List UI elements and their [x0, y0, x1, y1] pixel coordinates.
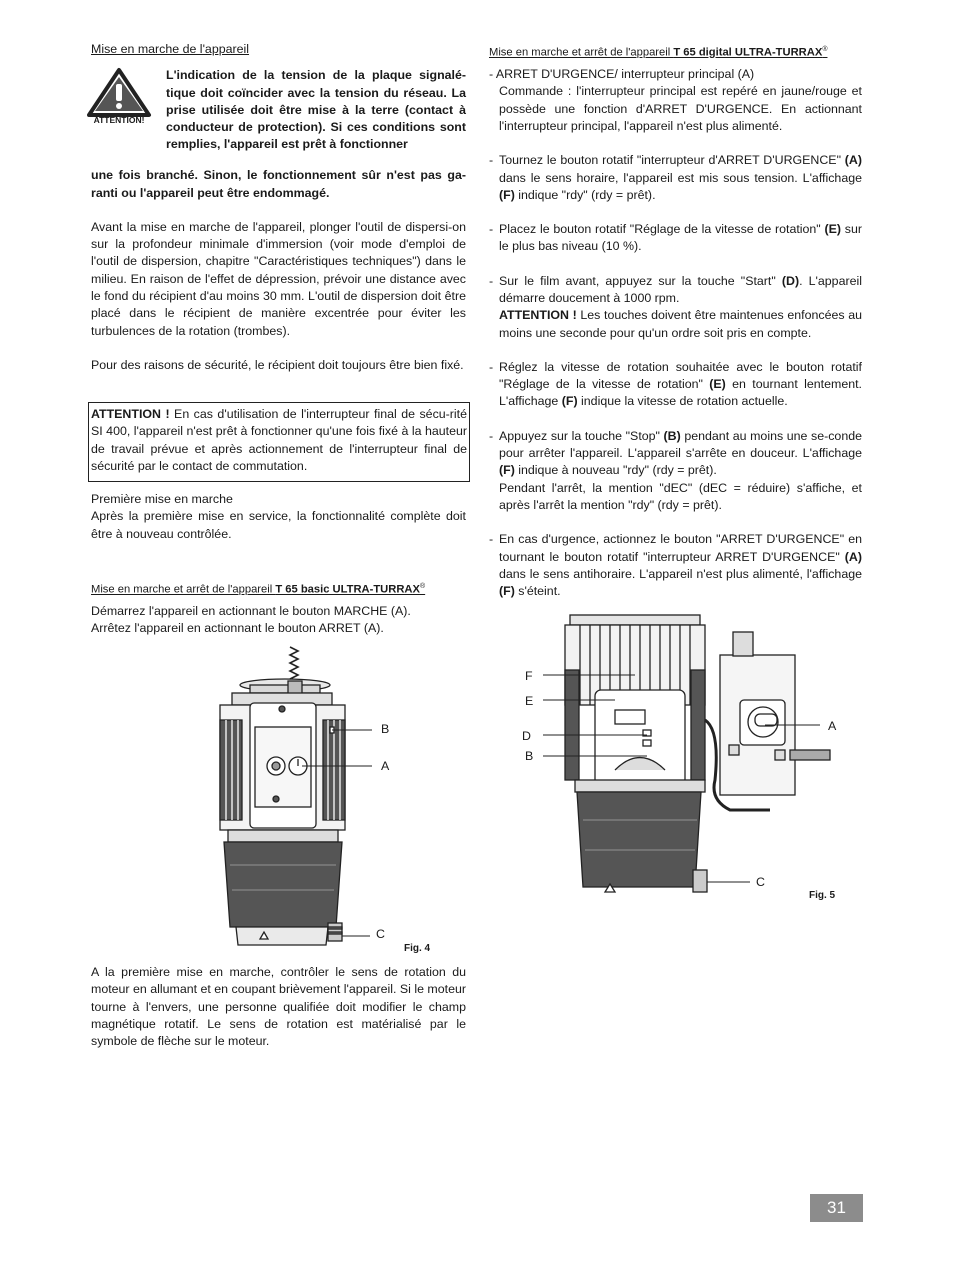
step-set-speed: - Réglez la vitesse de rotation souhaitée avec le bouton rotatif "Réglage de la vitesse de rotation" (E) en tournant lentement. L'affichage (F) indique la vitesse de rotation actuelle. [489, 359, 862, 409]
step-start: - Sur le film avant, appuyez sur la touche "Start" (D). L'appareil démarre doucement à 1000 rpm. ATTENTION ! Les touches doivent être maintenues enfoncées au moins une seconde pour qu'un ordre soit pris en compte. [489, 273, 862, 340]
emergency-head: - ARRET D'URGENCE/ interrupteur principal (A) [489, 67, 755, 82]
emergency-text: Commande : l'interrupteur principal est repéré en jaune/rouge et possède une fonction d'ARRET D'URGENCE. En actionnant l'interrupteur principal, l'appareil n'est plus alimenté. [499, 84, 862, 133]
attention-box [88, 402, 470, 482]
fig5-label-c: C [756, 875, 765, 889]
digital-section-title: Mise en marche et arrêt de l'appareil T 65 digital ULTRA-TURRAX® [489, 46, 828, 59]
fig5-caption: Fig. 5 [809, 890, 836, 901]
section-title-startup: Mise en marche de l'appareil [91, 42, 250, 56]
figure-4 [210, 645, 450, 955]
paragraph-rotation-check: A la première mise en marche, contrôler le sens de rotation du moteur en allumant et en coupant brièvement l'appareil. Si le moteur tourne à l'envers, une personne qualifiée doit modifier le champ magnétique rotatif. Le sens de rotation est matérialisé par le symbole de flèche sur le moteur. [91, 965, 466, 1049]
warning-block [91, 67, 466, 169]
first-startup-title: Première mise en marche [91, 492, 233, 506]
step-emergency: - En cas d'urgence, actionnez le bouton "ARRET D'URGENCE" en tournant le bouton rotatif "interrupteur ARRET D'URGENCE" (A) dans le sens antihoraire. L'appareil n'est plus alimenté, l'affichage (F) s'éteint. [489, 532, 862, 599]
fig4-label-c: C [376, 927, 385, 941]
warning-icon [85, 67, 153, 127]
fig5-label-b: B [525, 749, 534, 763]
warning-icon-label: ATTENTION! [93, 115, 145, 126]
fig5-label-d: D [522, 729, 531, 743]
left-column [91, 41, 466, 374]
fig4-label-b: B [381, 722, 390, 736]
step-power-on: - Tournez le bouton rotatif "interrupteur d'ARRET D'URGENCE" (A) dans le sens horaire, l'appareil est mis sous tension. L'affichage (F) indique "rdy" (rdy = prêt). [489, 153, 862, 202]
fig4-device-drawing [210, 645, 450, 955]
attention-box-text: En cas d'utilisation de l'interrupteur final de sécu-rité SI 400, l'appareil n'est prêt à fonctionner qu'une fois fixé à la hauteur de travail prévue et après actionnement de l'interrupteur final de sécurité par le contact de commutation. [91, 407, 467, 473]
fig5-label-a: A [828, 719, 837, 733]
fig5-label-e: E [525, 694, 534, 708]
page-number: 31 [810, 1194, 863, 1222]
attention-box-label: ATTENTION ! [91, 407, 170, 421]
basic-stop-line: Arrêtez l'appareil en actionnant le bouton ARRET (A). [91, 621, 384, 636]
paragraph-immersion: Avant la mise en marche de l'appareil, plonger l'outil de dispersi-on sur la profondeur minimale d'immersion (voir mode d'emploi de l'outil de dispersion, chapitre "Caractéristiques techniques") dans le milieu. En raison de l'effet de dépression, prévoir une distance avec le fond du récipient d'au moins 30 mm. L'outil de dispersion doit être placé dans le récipient de manière excentrée pour éviter les turbulences de la rotation (trombes). [91, 219, 466, 338]
first-startup-text: Après la première mise en service, la fonctionnalité complète doit être à nouveau contrôlée. [91, 509, 466, 541]
fig4-label-a: A [381, 759, 390, 773]
basic-section-title: Mise en marche et arrêt de l'appareil T 65 basic ULTRA-TURRAX® [91, 583, 426, 596]
right-column [489, 41, 862, 600]
first-startup-section [91, 491, 466, 543]
paragraph-safety: Pour des raisons de sécurité, le récipient doit toujours être bien fixé. [91, 357, 464, 372]
warning-text: L'indication de la tension de la plaque signalé-tique doit coïncider avec la tension du réseau. La prise utilisée doit être mise à la terre (contact à conducteur de protection). Si ces conditions sont remplies, l'appareil est prêt à fonctionner [166, 68, 466, 152]
fig5-device-drawing [535, 610, 845, 905]
step-speed-min: - Placez le bouton rotatif "Réglage de la vitesse de rotation" (E) sur le plus bas niveau (10 %). [489, 222, 862, 254]
basic-start-line: Démarrez l'appareil en actionnant le bouton MARCHE (A). [91, 604, 411, 619]
basic-section [91, 578, 466, 638]
fig5-label-f: F [525, 669, 533, 683]
warning-text-continued: une fois branché. Sinon, le fonctionnement sûr n'est pas ga-ranti ou l'appareil peut être endommagé. [91, 168, 466, 200]
fig4-caption: Fig. 4 [404, 943, 431, 954]
step-stop: - Appuyez sur la touche "Stop" (B) pendant au moins une se-conde pour arrêter l'appareil. L'appareil s'arrête en douceur. L'affichage (F) indique à nouveau "rdy" (rdy = prêt). Pendant l'arrêt, la mention "dEC" (dEC = réduire) s'affiche, et après l'arrêt la mention "rdy" (rdy = prêt). [489, 428, 862, 512]
figure-5 [535, 610, 845, 905]
